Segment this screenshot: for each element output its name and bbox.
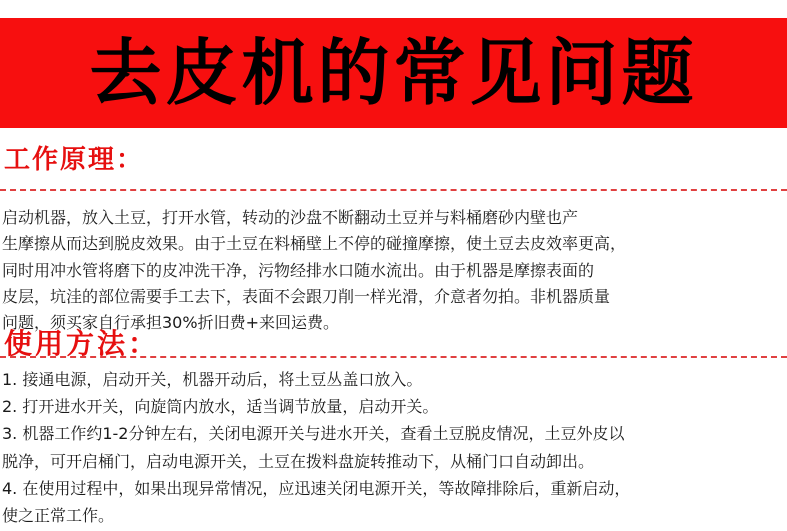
principle-line: 生摩擦从而达到脱皮效果。由于土豆在料桶壁上不停的碰撞摩擦，使土豆去皮效率更高， [2,234,627,254]
usage-step-line: 脱净，可开启桶门，启动电源开关，土豆在拨料盘旋转推动下，从桶门口自动卸出。 [2,451,595,471]
principle-heading: 工作原理： [4,145,145,175]
principle-line: 启动机器，放入土豆，打开水管，转动的沙盘不断翻动土豆并与料桶磨砂内壁也产 [2,208,579,227]
principle-line: 皮层，坑洼的部位需要手工去下，表面不会跟刀削一样光滑，介意者勿拍。非机器质量 [2,286,611,306]
title-banner [0,18,787,128]
usage-step-line: 2. 打开进水开关，向旋筒内放水，适当调节放量，启动开关。 [2,397,439,417]
usage-steps [2,366,786,529]
usage-step-line: 4. 在使用过程中，如果出现异常情况，应迅速关闭电源开关，等故障排除后，重新启动， [2,478,631,498]
usage-divider [0,356,787,358]
principle-line: 问题，须买家自行承担30%折旧费+来回运费。 [2,313,339,333]
usage-heading: 使用方法： [4,327,160,360]
usage-step-line: 3. 机器工作约1-2分钟左右，关闭电源开关与进水开关，查看土豆脱皮情况，土豆外皮以 [2,424,625,444]
top-margin [0,0,787,18]
principle-divider [0,189,787,191]
usage-step-line: 1. 接通电源，启动开关，机器开动后，将土豆丛盖口放入。 [2,370,423,389]
banner-title: 去皮机的常见问题 [89,31,698,115]
usage-step-line: 使之正常工作。 [2,506,115,526]
principle-line: 同时用冲水管将磨下的皮冲洗干净，污物经排水口随水流出。由于机器是摩擦表面的 [2,260,595,280]
principle-paragraph [2,205,784,336]
